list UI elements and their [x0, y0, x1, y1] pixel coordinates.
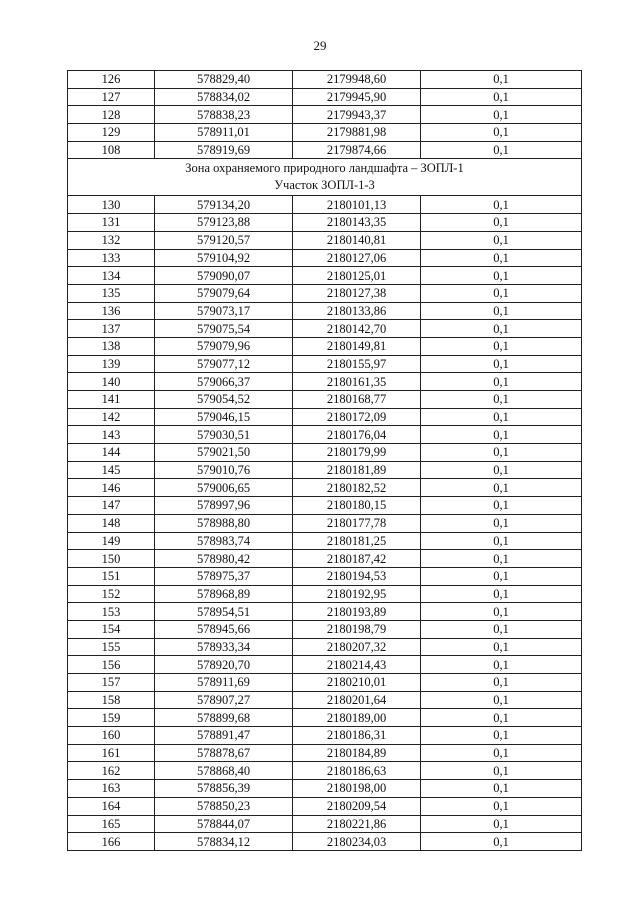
- zone-title: Зона охраняемого природного ландшафта – ЗОПЛ-1: [185, 161, 464, 176]
- point-number-cell: 126: [68, 71, 155, 89]
- point-number-cell: 154: [68, 620, 155, 638]
- accuracy-cell: 0,1: [421, 124, 582, 142]
- table-row: [68, 727, 582, 745]
- x-coordinate-cell: 578911,01: [155, 124, 293, 142]
- point-number-cell: 128: [68, 106, 155, 124]
- y-coordinate-cell: 2180186,63: [293, 762, 421, 780]
- y-coordinate-cell: 2180149,81: [293, 337, 421, 355]
- table-row: [68, 320, 582, 338]
- x-coordinate-cell: 578920,70: [155, 656, 293, 674]
- point-number-cell: 130: [68, 196, 155, 214]
- y-coordinate-cell: 2180181,25: [293, 532, 421, 550]
- point-number-cell: 163: [68, 780, 155, 798]
- table-row: [68, 373, 582, 391]
- x-coordinate-cell: 578988,80: [155, 514, 293, 532]
- table-row: [68, 833, 582, 851]
- x-coordinate-cell: 579054,52: [155, 391, 293, 409]
- y-coordinate-cell: 2179943,37: [293, 106, 421, 124]
- point-number-cell: 165: [68, 815, 155, 833]
- table-row: [68, 267, 582, 285]
- table-row: [68, 585, 582, 603]
- accuracy-cell: 0,1: [421, 656, 582, 674]
- table-row: [68, 674, 582, 692]
- coordinates-table: [67, 70, 582, 851]
- point-number-cell: 155: [68, 638, 155, 656]
- y-coordinate-cell: 2180193,89: [293, 603, 421, 621]
- x-coordinate-cell: 578954,51: [155, 603, 293, 621]
- x-coordinate-cell: 578945,66: [155, 620, 293, 638]
- table-row: [68, 141, 582, 159]
- table-row: [68, 249, 582, 267]
- table-row: [68, 444, 582, 462]
- y-coordinate-cell: 2180186,31: [293, 727, 421, 745]
- accuracy-cell: 0,1: [421, 408, 582, 426]
- table-row: [68, 744, 582, 762]
- x-coordinate-cell: 579006,65: [155, 479, 293, 497]
- x-coordinate-cell: 578829,40: [155, 71, 293, 89]
- x-coordinate-cell: 579075,54: [155, 320, 293, 338]
- x-coordinate-cell: 578968,89: [155, 585, 293, 603]
- area-title: Участок ЗОПЛ-1-3: [274, 178, 375, 193]
- table-row: [68, 603, 582, 621]
- accuracy-cell: 0,1: [421, 727, 582, 745]
- x-coordinate-cell: 579077,12: [155, 355, 293, 373]
- table-row: [68, 124, 582, 142]
- point-number-cell: 153: [68, 603, 155, 621]
- x-coordinate-cell: 578891,47: [155, 727, 293, 745]
- point-number-cell: 156: [68, 656, 155, 674]
- table-row: [68, 337, 582, 355]
- y-coordinate-cell: 2180207,32: [293, 638, 421, 656]
- x-coordinate-cell: 579030,51: [155, 426, 293, 444]
- point-number-cell: 161: [68, 744, 155, 762]
- table-row: [68, 797, 582, 815]
- table-row: [68, 284, 582, 302]
- x-coordinate-cell: 579066,37: [155, 373, 293, 391]
- point-number-cell: 127: [68, 88, 155, 106]
- accuracy-cell: 0,1: [421, 214, 582, 232]
- y-coordinate-cell: 2180127,38: [293, 284, 421, 302]
- y-coordinate-cell: 2180198,79: [293, 620, 421, 638]
- point-number-cell: 129: [68, 124, 155, 142]
- y-coordinate-cell: 2180168,77: [293, 391, 421, 409]
- accuracy-cell: 0,1: [421, 585, 582, 603]
- table-body-bottom: [68, 196, 582, 850]
- table-row: [68, 88, 582, 106]
- accuracy-cell: 0,1: [421, 674, 582, 692]
- point-number-cell: 143: [68, 426, 155, 444]
- x-coordinate-cell: 578838,23: [155, 106, 293, 124]
- point-number-cell: 145: [68, 461, 155, 479]
- x-coordinate-cell: 578975,37: [155, 567, 293, 585]
- accuracy-cell: 0,1: [421, 141, 582, 159]
- accuracy-cell: 0,1: [421, 249, 582, 267]
- table-row: [68, 656, 582, 674]
- y-coordinate-cell: 2180140,81: [293, 231, 421, 249]
- accuracy-cell: 0,1: [421, 302, 582, 320]
- y-coordinate-cell: 2180133,86: [293, 302, 421, 320]
- accuracy-cell: 0,1: [421, 691, 582, 709]
- table-row: [68, 497, 582, 515]
- x-coordinate-cell: 578907,27: [155, 691, 293, 709]
- y-coordinate-cell: 2180187,42: [293, 550, 421, 568]
- accuracy-cell: 0,1: [421, 620, 582, 638]
- y-coordinate-cell: 2180127,06: [293, 249, 421, 267]
- y-coordinate-cell: 2180201,64: [293, 691, 421, 709]
- x-coordinate-cell: 579046,15: [155, 408, 293, 426]
- accuracy-cell: 0,1: [421, 231, 582, 249]
- page-number: 29: [313, 38, 327, 53]
- accuracy-cell: 0,1: [421, 337, 582, 355]
- accuracy-cell: 0,1: [421, 532, 582, 550]
- x-coordinate-cell: 578850,23: [155, 797, 293, 815]
- table-row: [68, 391, 582, 409]
- point-number-cell: 133: [68, 249, 155, 267]
- y-coordinate-cell: 2180125,01: [293, 267, 421, 285]
- table-row: [68, 355, 582, 373]
- x-coordinate-cell: 578844,07: [155, 815, 293, 833]
- table-row: [68, 479, 582, 497]
- point-number-cell: 135: [68, 284, 155, 302]
- table-row: [68, 71, 582, 89]
- accuracy-cell: 0,1: [421, 514, 582, 532]
- point-number-cell: 137: [68, 320, 155, 338]
- accuracy-cell: 0,1: [421, 391, 582, 409]
- y-coordinate-cell: 2180179,99: [293, 444, 421, 462]
- section-header-row: [68, 159, 582, 196]
- point-number-cell: 149: [68, 532, 155, 550]
- accuracy-cell: 0,1: [421, 744, 582, 762]
- y-coordinate-cell: 2180189,00: [293, 709, 421, 727]
- point-number-cell: 151: [68, 567, 155, 585]
- point-number-cell: 140: [68, 373, 155, 391]
- x-coordinate-cell: 578983,74: [155, 532, 293, 550]
- accuracy-cell: 0,1: [421, 797, 582, 815]
- x-coordinate-cell: 578911,69: [155, 674, 293, 692]
- accuracy-cell: 0,1: [421, 320, 582, 338]
- accuracy-cell: 0,1: [421, 567, 582, 585]
- accuracy-cell: 0,1: [421, 815, 582, 833]
- accuracy-cell: 0,1: [421, 638, 582, 656]
- accuracy-cell: 0,1: [421, 497, 582, 515]
- x-coordinate-cell: 578878,67: [155, 744, 293, 762]
- point-number-cell: 159: [68, 709, 155, 727]
- point-number-cell: 142: [68, 408, 155, 426]
- y-coordinate-cell: 2180210,01: [293, 674, 421, 692]
- accuracy-cell: 0,1: [421, 426, 582, 444]
- y-coordinate-cell: 2180101,13: [293, 196, 421, 214]
- point-number-cell: 136: [68, 302, 155, 320]
- accuracy-cell: 0,1: [421, 284, 582, 302]
- table-row: [68, 408, 582, 426]
- x-coordinate-cell: 578933,34: [155, 638, 293, 656]
- accuracy-cell: 0,1: [421, 355, 582, 373]
- y-coordinate-cell: 2180155,97: [293, 355, 421, 373]
- y-coordinate-cell: 2180214,43: [293, 656, 421, 674]
- point-number-cell: 157: [68, 674, 155, 692]
- x-coordinate-cell: 578834,02: [155, 88, 293, 106]
- accuracy-cell: 0,1: [421, 550, 582, 568]
- point-number-cell: 150: [68, 550, 155, 568]
- table-row: [68, 620, 582, 638]
- point-number-cell: 152: [68, 585, 155, 603]
- y-coordinate-cell: 2180172,09: [293, 408, 421, 426]
- x-coordinate-cell: 579123,88: [155, 214, 293, 232]
- x-coordinate-cell: 579090,07: [155, 267, 293, 285]
- table-row: [68, 231, 582, 249]
- table-row: [68, 567, 582, 585]
- accuracy-cell: 0,1: [421, 780, 582, 798]
- point-number-cell: 160: [68, 727, 155, 745]
- accuracy-cell: 0,1: [421, 833, 582, 851]
- y-coordinate-cell: 2179945,90: [293, 88, 421, 106]
- accuracy-cell: 0,1: [421, 479, 582, 497]
- y-coordinate-cell: 2180221,86: [293, 815, 421, 833]
- y-coordinate-cell: 2180194,53: [293, 567, 421, 585]
- table-body-top: [68, 71, 582, 159]
- y-coordinate-cell: 2180177,78: [293, 514, 421, 532]
- x-coordinate-cell: 578997,96: [155, 497, 293, 515]
- point-number-cell: 146: [68, 479, 155, 497]
- section-header-group: [68, 159, 582, 196]
- table-row: [68, 550, 582, 568]
- table-row: [68, 514, 582, 532]
- point-number-cell: 132: [68, 231, 155, 249]
- x-coordinate-cell: 579079,96: [155, 337, 293, 355]
- x-coordinate-cell: 578834,12: [155, 833, 293, 851]
- table-row: [68, 214, 582, 232]
- accuracy-cell: 0,1: [421, 71, 582, 89]
- accuracy-cell: 0,1: [421, 106, 582, 124]
- y-coordinate-cell: 2180182,52: [293, 479, 421, 497]
- x-coordinate-cell: 579079,64: [155, 284, 293, 302]
- y-coordinate-cell: 2179874,66: [293, 141, 421, 159]
- point-number-cell: 131: [68, 214, 155, 232]
- accuracy-cell: 0,1: [421, 762, 582, 780]
- x-coordinate-cell: 579104,92: [155, 249, 293, 267]
- y-coordinate-cell: 2180209,54: [293, 797, 421, 815]
- table-row: [68, 815, 582, 833]
- point-number-cell: 144: [68, 444, 155, 462]
- y-coordinate-cell: 2180184,89: [293, 744, 421, 762]
- point-number-cell: 134: [68, 267, 155, 285]
- accuracy-cell: 0,1: [421, 373, 582, 391]
- y-coordinate-cell: 2180198,00: [293, 780, 421, 798]
- point-number-cell: 148: [68, 514, 155, 532]
- accuracy-cell: 0,1: [421, 444, 582, 462]
- accuracy-cell: 0,1: [421, 196, 582, 214]
- section-header-cell: [68, 159, 582, 196]
- accuracy-cell: 0,1: [421, 709, 582, 727]
- point-number-cell: 164: [68, 797, 155, 815]
- x-coordinate-cell: 578868,40: [155, 762, 293, 780]
- table-row: [68, 691, 582, 709]
- point-number-cell: 162: [68, 762, 155, 780]
- y-coordinate-cell: 2180143,35: [293, 214, 421, 232]
- x-coordinate-cell: 579073,17: [155, 302, 293, 320]
- table-row: [68, 709, 582, 727]
- accuracy-cell: 0,1: [421, 603, 582, 621]
- x-coordinate-cell: 579120,57: [155, 231, 293, 249]
- table-row: [68, 426, 582, 444]
- point-number-cell: 166: [68, 833, 155, 851]
- table-row: [68, 196, 582, 214]
- table-row: [68, 532, 582, 550]
- y-coordinate-cell: 2179948,60: [293, 71, 421, 89]
- x-coordinate-cell: 578856,39: [155, 780, 293, 798]
- x-coordinate-cell: 578899,68: [155, 709, 293, 727]
- x-coordinate-cell: 579010,76: [155, 461, 293, 479]
- y-coordinate-cell: 2179881,98: [293, 124, 421, 142]
- point-number-cell: 141: [68, 391, 155, 409]
- table-row: [68, 780, 582, 798]
- accuracy-cell: 0,1: [421, 88, 582, 106]
- table-row: [68, 762, 582, 780]
- accuracy-cell: 0,1: [421, 267, 582, 285]
- point-number-cell: 147: [68, 497, 155, 515]
- y-coordinate-cell: 2180192,95: [293, 585, 421, 603]
- x-coordinate-cell: 578980,42: [155, 550, 293, 568]
- x-coordinate-cell: 579021,50: [155, 444, 293, 462]
- y-coordinate-cell: 2180142,70: [293, 320, 421, 338]
- y-coordinate-cell: 2180234,03: [293, 833, 421, 851]
- point-number-cell: 158: [68, 691, 155, 709]
- point-number-cell: 138: [68, 337, 155, 355]
- y-coordinate-cell: 2180176,04: [293, 426, 421, 444]
- table-row: [68, 302, 582, 320]
- point-number-cell: 139: [68, 355, 155, 373]
- y-coordinate-cell: 2180181,89: [293, 461, 421, 479]
- table-row: [68, 106, 582, 124]
- table-row: [68, 638, 582, 656]
- table-row: [68, 461, 582, 479]
- x-coordinate-cell: 578919,69: [155, 141, 293, 159]
- x-coordinate-cell: 579134,20: [155, 196, 293, 214]
- accuracy-cell: 0,1: [421, 461, 582, 479]
- y-coordinate-cell: 2180161,35: [293, 373, 421, 391]
- y-coordinate-cell: 2180180,15: [293, 497, 421, 515]
- point-number-cell: 108: [68, 141, 155, 159]
